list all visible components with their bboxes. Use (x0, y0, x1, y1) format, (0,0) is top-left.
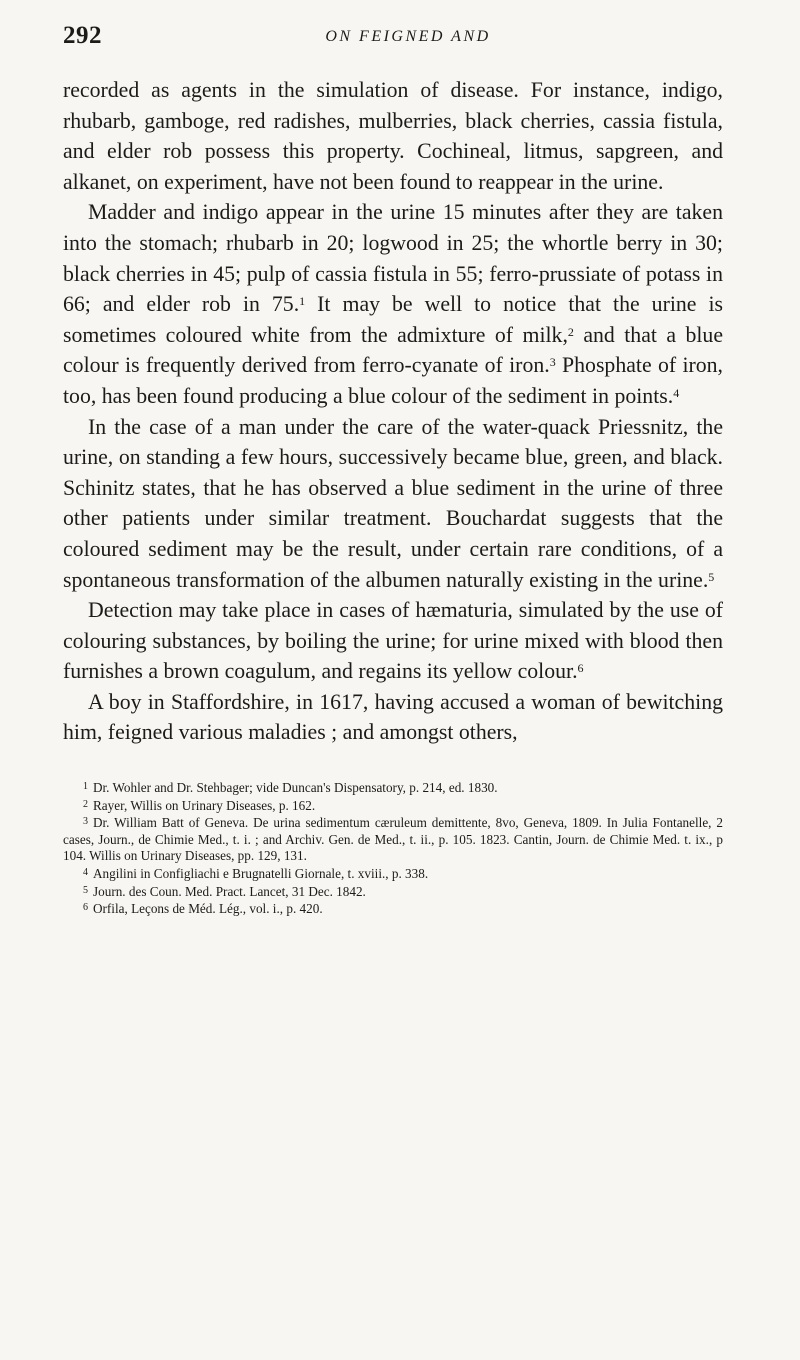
paragraph-3-text: In the case of a man under the care of the water-quack Priessnitz, the urine, on standing a few hours, successively became blue, green, and black. Schinitz states, that he has observed a blue sediment in the urine of three other patients under similar treatment. Bouchardat suggests that the coloured sediment may be the result, under certain rare conditions, of a spontaneous transformation of the albumen naturally existing in the urine. (63, 414, 723, 592)
footnote-ref-1: 1 (299, 294, 306, 309)
paragraph-4-text: Detection may take place in cases of hæmaturia, simulated by the use of colouring substances, by boiling the urine; for urine mixed with blood then furnishes a brown coagulum, and regains its yellow colour. (63, 598, 723, 684)
footnotes (63, 779, 723, 918)
footnote-3 (63, 814, 723, 865)
footnote-text: Dr. Wohler and Dr. Stehbager; vide Duncan's Dispensatory, p. 214, ed. 1830. (93, 780, 498, 795)
paragraph-2-text-a: Madder and indigo appear in the urine 15 minutes after they are taken into the stomach; rhubarb in 20; logwood in 25; the whortle berry in 30; black cherries in 45; pulp of cassia fistula in 55; ferro-prussiate of potass in 66; and elder rob in 75. (63, 200, 723, 317)
body-text (63, 75, 723, 748)
paragraph-2-text-b: It may be well to notice that the urine is sometimes coloured white from the admixture of milk, (63, 292, 723, 347)
footnote-mark: 4 (83, 866, 88, 878)
footnote-mark: 2 (83, 798, 88, 810)
footnote-ref-6: 6 (577, 661, 584, 676)
footnote-text: Angilini in Configliachi e Brugnatelli Giornale, t. xviii., p. 338. (93, 865, 429, 881)
footnote-4 (63, 865, 723, 883)
footnote-2 (63, 797, 723, 815)
page-number: 292 (63, 22, 102, 49)
page-header (63, 22, 723, 62)
footnote-text: Orfila, Leçons de Méd. Lég., vol. i., p. 420. (93, 901, 323, 917)
running-head: ON FEIGNED AND (325, 28, 491, 45)
footnote-mark: 6 (83, 902, 88, 914)
footnote-1 (63, 779, 723, 797)
footnote-mark: 3 (83, 816, 88, 828)
paragraph-2 (63, 197, 723, 411)
footnote-ref-5: 5 (708, 569, 715, 584)
footnote-text: Journ. des Coun. Med. Pract. Lancet, 31 Dec. 1842. (93, 883, 366, 899)
footnote-text: Dr. William Batt of Geneva. De urina sedimentum cæruleum demittente, 8vo, Geneva, 1809. In Julia Fontanelle, 2 cases, Journ., de Chimie Med., t. i. ; and Archiv. Gen. de Med., t. ii., p. 105. 1823. Cantin, Journ. de Chimie Med. t. ix., p 104. Willis on Urinary Diseases, pp. 129, 131. (63, 815, 723, 864)
paragraph-4 (63, 595, 723, 687)
paragraph-2-text-d: Phosphate of iron, too, has been found producing a blue colour of the sediment in points. (63, 353, 724, 408)
paragraph-2-text-c: and that a blue colour is frequently derived from ferro-cyanate of iron. (63, 322, 724, 378)
footnote-5 (63, 883, 723, 901)
footnote-mark: 5 (83, 884, 88, 896)
footnote-ref-4: 4 (673, 385, 680, 400)
paragraph-1-text: recorded as agents in the simulation of disease. For instance, indigo, rhubarb, gamboge, red radishes, mulberries, black cherries, cassia fistula, and elder rob possess this property. Cochineal, litmus, sapgreen, and alkanet, on experiment, have not been found to reappear in the urine. (63, 78, 723, 194)
footnote-text: Rayer, Willis on Urinary Diseases, p. 162. (93, 797, 316, 813)
footnote-6 (63, 900, 723, 918)
footnote-mark: 1 (83, 781, 88, 792)
paragraph-5-text: A boy in Staffordshire, in 1617, having accused a woman of bewitching him, feigned various maladies ; and amongst others, (63, 689, 723, 745)
footnote-ref-3: 3 (549, 355, 556, 370)
paragraph-3 (63, 412, 723, 596)
footnote-ref-2: 2 (567, 324, 574, 339)
paragraph-5 (63, 687, 723, 748)
paragraph-1 (63, 75, 723, 197)
